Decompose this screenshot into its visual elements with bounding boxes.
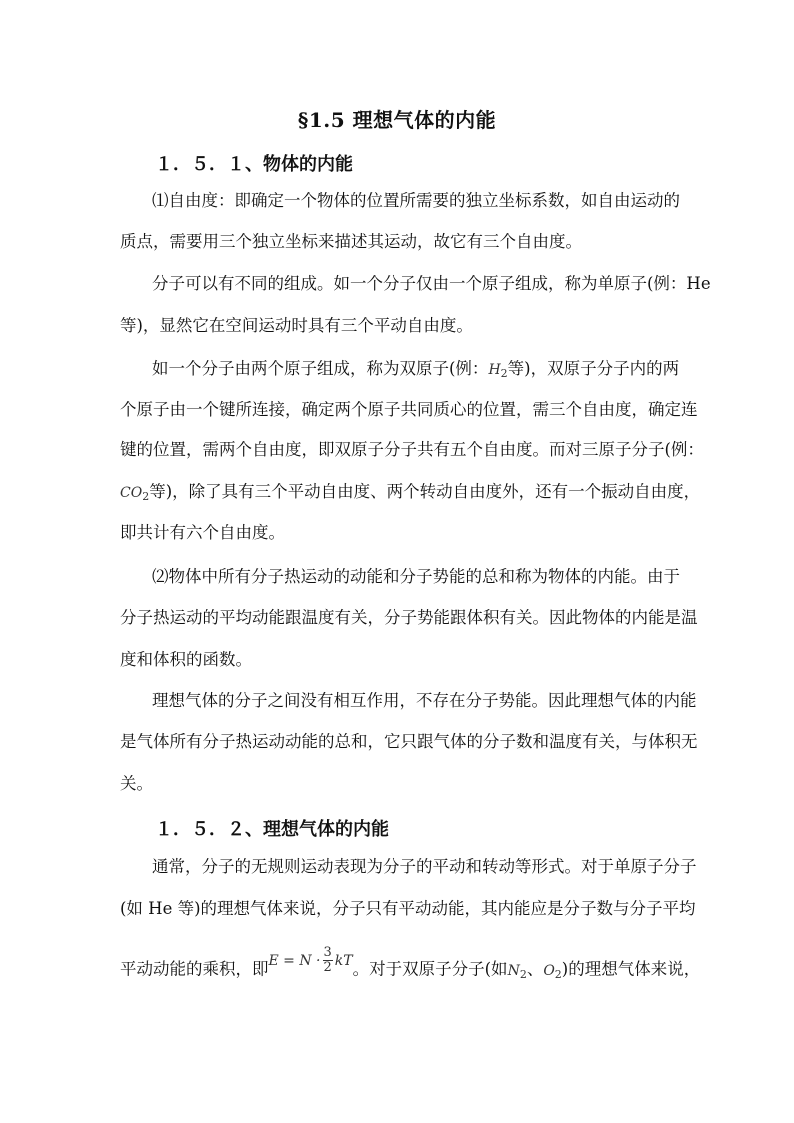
formula-internal-energy (268, 945, 353, 975)
formula-symbol: O (543, 962, 555, 979)
formula-n2 (508, 963, 527, 979)
paragraph-line: (如 He 等)的理想气体来说，分子只有平动动能，其内能应是分子数与分子平均 (120, 899, 696, 918)
section-heading-2: １．５．２、理想气体的内能 (155, 819, 389, 840)
formula-co2 (120, 485, 149, 501)
formula-symbol: CO (120, 485, 143, 501)
formula-symbol: N (507, 962, 520, 979)
text-run: 等)，双原子分子内的两 (507, 359, 680, 378)
text-run: )的理想气体来说， (561, 959, 701, 979)
paragraph-line-with-formula (152, 357, 680, 386)
paragraph-line: 分子可以有不同的组成。如一个分子仅由一个原子组成，称为单原子(例：He (152, 274, 711, 293)
formula-o2 (543, 963, 561, 979)
paragraph-line: ⑴自由度：即确定一个物体的位置所需要的独立坐标系数，如自由运动的 (152, 191, 680, 210)
formula-h2 (488, 362, 507, 378)
formula-rhs: kT (334, 952, 353, 969)
paragraph-line-with-formula (120, 945, 701, 987)
formula-symbol: H (488, 362, 501, 378)
text-run: 。对于双原子分子(如 (352, 959, 508, 979)
paragraph-line: 等)，显然它在空间运动时具有三个平动自由度。 (120, 316, 473, 335)
formula-lhs: E = N · (268, 952, 321, 969)
paragraph-line: 质点，需要用三个独立坐标来描述其运动，故它有三个自由度。 (120, 232, 582, 251)
formula-subscript: 2 (519, 967, 527, 981)
formula-subscript: 2 (554, 967, 562, 981)
paragraph-line: 分子热运动的平均动能跟温度有关，分子势能跟体积有关。因此物体的内能是温 (120, 608, 698, 627)
formula-subscript: 2 (142, 490, 150, 503)
text-run: 等)，除了具有三个平动自由度、两个转动自由度外，还有一个振动自由度， (149, 482, 701, 501)
fraction (323, 946, 333, 975)
paragraph-line: 是气体所有分子热运动动能的总和，它只跟气体的分子数和温度有关，与体积无 (120, 732, 698, 751)
text-run: 、 (526, 959, 544, 979)
text-run: 平动动能的乘积，即 (120, 959, 269, 979)
paragraph-line: 关。 (120, 774, 153, 793)
formula-subscript: 2 (500, 367, 508, 380)
paragraph-line: 理想气体的分子之间没有相互作用，不存在分子势能。因此理想气体的内能 (152, 691, 697, 710)
paragraph-line: 个原子由一个键所连接，确定两个原子共同质心的位置，需三个自由度，确定连 (120, 400, 698, 419)
paragraph-line-with-formula (120, 480, 701, 509)
paragraph-line: 通常，分子的无规则运动表现为分子的平动和转动等形式。对于单原子分子 (152, 857, 697, 876)
paragraph-line: 键的位置，需两个自由度，即双原子分子共有五个自由度。而对三原子分子(例： (120, 440, 704, 459)
page-title: §1.5 理想气体的内能 (297, 108, 497, 132)
paragraph-line: 度和体积的函数。 (120, 650, 252, 669)
paragraph-line: ⑵物体中所有分子热运动的动能和分子势能的总和称为物体的内能。由于 (152, 567, 680, 586)
text-run: 如一个分子由两个原子组成，称为双原子(例： (152, 359, 489, 378)
section-heading-1: １．５．１、物体的内能 (155, 154, 353, 175)
fraction-numerator: 3 (323, 945, 332, 960)
fraction-denominator: 2 (323, 960, 332, 975)
paragraph-line: 即共计有六个自由度。 (120, 523, 285, 542)
